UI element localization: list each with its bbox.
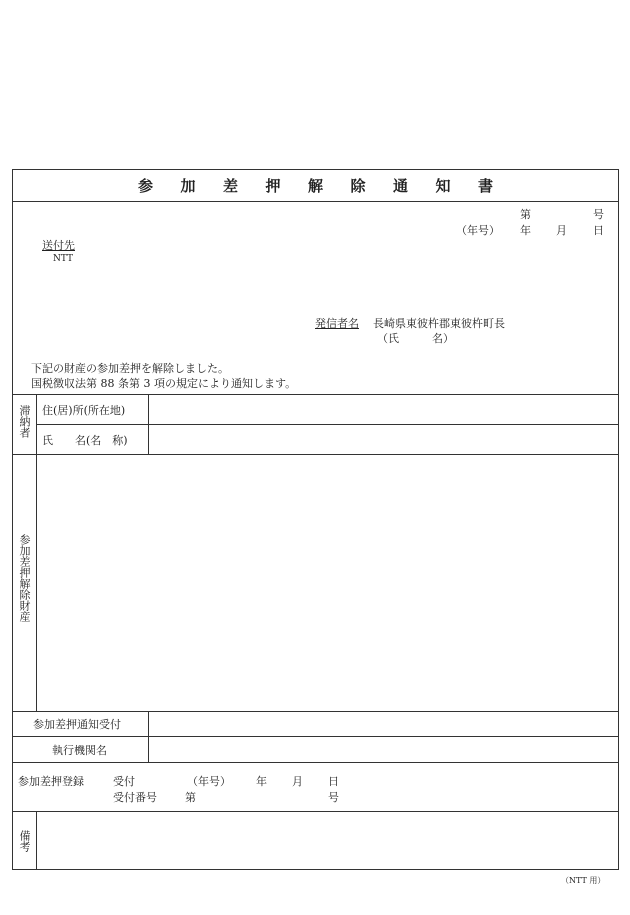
divider bbox=[13, 201, 618, 202]
divider bbox=[36, 811, 37, 869]
registration-hi: 日 bbox=[328, 775, 339, 788]
address-label: 住(居)所(所在地) bbox=[42, 404, 126, 417]
agency-label: 執行機関名 bbox=[52, 744, 107, 757]
registration-dai: 第 bbox=[185, 791, 196, 804]
title-char: 押 bbox=[265, 177, 281, 195]
notice-form bbox=[12, 169, 619, 870]
title-char: 差 bbox=[222, 177, 238, 195]
remarks-label: 備考 bbox=[18, 830, 31, 852]
registration-label: 参加差押登録 bbox=[18, 775, 84, 788]
title-char: 除 bbox=[350, 177, 366, 195]
divider bbox=[13, 811, 618, 812]
name-label: 氏 名(名 称) bbox=[42, 434, 128, 447]
notice-body-line1: 下記の財産の参加差押を解除しました。 bbox=[31, 362, 229, 375]
divider bbox=[13, 736, 618, 737]
nen-label: 年 bbox=[520, 224, 531, 237]
recipient-label: 送付先 bbox=[42, 239, 75, 252]
taxpayer-group-label: 滞納者 bbox=[18, 405, 31, 438]
title-char: 参 bbox=[137, 177, 153, 195]
divider bbox=[13, 454, 618, 455]
notice-body-line2: 国税徴収法第 88 条第 3 項の規定により通知します。 bbox=[31, 377, 297, 390]
hi-label: 日 bbox=[593, 224, 604, 237]
property-label: 参加差押解除財産 bbox=[18, 534, 31, 622]
registration-uketsuke: 受付 bbox=[113, 775, 135, 788]
sender-label: 発信者名 bbox=[315, 317, 359, 330]
title-char: 解 bbox=[307, 177, 323, 195]
nengo-label: （年号） bbox=[456, 224, 500, 237]
notice-receipt-label: 参加差押通知受付 bbox=[33, 718, 121, 731]
divider bbox=[36, 424, 618, 425]
registration-go: 号 bbox=[328, 791, 339, 804]
title-char: 書 bbox=[477, 177, 493, 195]
registration-tsuki: 月 bbox=[292, 775, 303, 788]
divider bbox=[13, 394, 618, 395]
footer-note: （NTT 用） bbox=[561, 876, 606, 885]
tsuki-label: 月 bbox=[556, 224, 567, 237]
title-char: 知 bbox=[435, 177, 451, 195]
divider bbox=[36, 454, 37, 711]
title-char: 加 bbox=[180, 177, 196, 195]
divider bbox=[13, 711, 618, 712]
recipient-value: NTT bbox=[53, 254, 74, 264]
registration-nen: 年 bbox=[256, 775, 267, 788]
title-char: 通 bbox=[392, 177, 408, 195]
go-label: 号 bbox=[593, 208, 604, 221]
sender-name-placeholder: （氏 名） bbox=[377, 332, 454, 345]
divider bbox=[13, 762, 618, 763]
form-title bbox=[13, 170, 618, 201]
sender-value: 長崎県東彼杵郡東彼杵町長 bbox=[373, 317, 505, 330]
dai-label: 第 bbox=[520, 208, 531, 221]
registration-nengo: （年号） bbox=[187, 775, 231, 788]
registration-number-label: 受付番号 bbox=[113, 791, 157, 804]
